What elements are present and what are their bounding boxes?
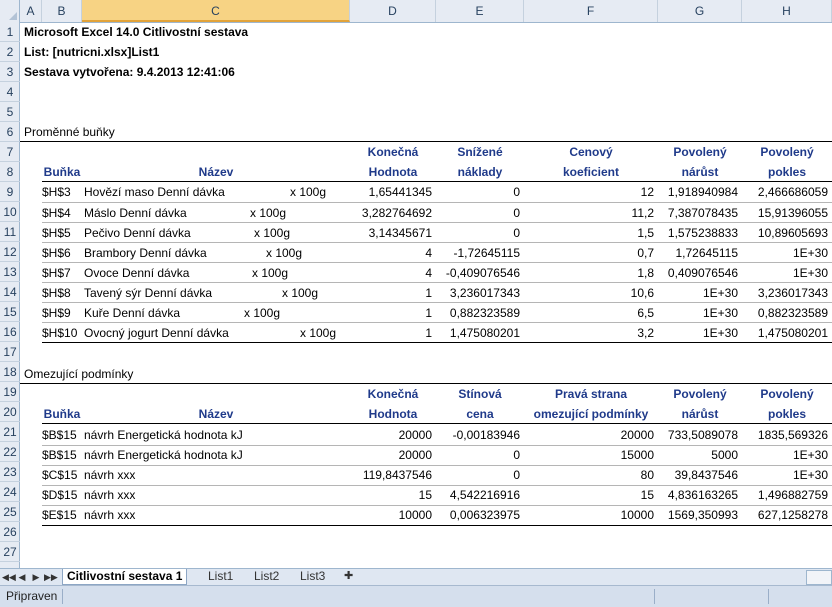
cell-value: 20000 [398, 428, 432, 442]
header-hodnota: Hodnota [368, 165, 418, 179]
header-povoleny-2: Povolený [760, 387, 814, 401]
cell-value: 3,282764692 [361, 206, 432, 220]
cell-increase: 1569,350993 [667, 508, 738, 522]
cell-name: Kuře Denní dávka [84, 306, 181, 320]
table-bottom-border [42, 342, 832, 343]
cell-decrease: 2,466686059 [757, 185, 828, 199]
cell-coefficient: 6,5 [637, 306, 654, 320]
row-header[interactable]: 21 [0, 422, 20, 442]
header-koeficient: koeficient [562, 165, 619, 179]
prev-sheet-icon[interactable]: ◀ [18, 572, 26, 582]
header-nazev: Název [198, 165, 234, 179]
cell-decrease: 1,496882759 [757, 488, 828, 502]
header-hodnota: Hodnota [368, 407, 418, 421]
header-konecna: Konečná [367, 387, 419, 401]
header-narust: nárůst [681, 407, 719, 421]
status-separator [62, 589, 63, 604]
cell-rhs: 15 [640, 488, 654, 502]
header-povoleny: Povolený [673, 145, 727, 159]
report-created: Sestava vytvořena: 9.4.2013 12:41:06 [24, 65, 235, 79]
cell-ref: $H$5 [42, 226, 71, 240]
cell-ref: $H$3 [42, 185, 71, 199]
cell-shadow-price: 0,006323975 [449, 508, 520, 522]
header-naklady: náklady [457, 165, 503, 179]
cell-ref: $E$15 [42, 508, 77, 522]
cell-reduced-cost: 0 [513, 206, 520, 220]
cell-reduced-cost: 0 [513, 185, 520, 199]
cell-value: 1 [425, 286, 432, 300]
cell-value: 4 [425, 246, 432, 260]
cell-decrease: 627,1258278 [757, 508, 828, 522]
cell-ref: $C$15 [42, 468, 78, 482]
cell-name: Máslo Denní dávka [84, 206, 187, 220]
cell-ref: $H$6 [42, 246, 71, 260]
cell-reduced-cost: -0,409076546 [445, 266, 520, 280]
cell-value: 10000 [398, 508, 432, 522]
cell-value: 1 [425, 326, 432, 340]
cell-shadow-price: 4,542216916 [449, 488, 520, 502]
cell-name: návrh xxx [84, 508, 136, 522]
column-header-h[interactable]: H [742, 0, 832, 22]
cell-name: Ovocný jogurt Denní dávka [84, 326, 229, 340]
cell-increase: 1,575238833 [667, 226, 738, 240]
cell-decrease: 1835,569326 [757, 428, 828, 442]
cell-increase: 1E+30 [702, 286, 738, 300]
cell-decrease: 1E+30 [792, 448, 828, 462]
status-bar [0, 585, 832, 607]
row-header[interactable]: 1 [0, 22, 20, 42]
row-header[interactable]: 18 [0, 362, 20, 382]
cell-name: Brambory Denní dávka [84, 246, 207, 260]
row-header[interactable]: 6 [0, 122, 20, 142]
cell-ref: $H$8 [42, 286, 71, 300]
cell-shadow-price: 0 [513, 448, 520, 462]
row-header[interactable]: 9 [0, 182, 20, 202]
cell-reduced-cost: 3,236017343 [449, 286, 520, 300]
cell-increase: 1E+30 [702, 306, 738, 320]
cell-name: Pečivo Denní dávka [84, 226, 191, 240]
section-constraints: Omezující podmínky [24, 367, 134, 381]
cell-reduced-cost: 0 [513, 226, 520, 240]
cell-unit: x 100g [300, 326, 337, 340]
cell-value: 119,8437546 [362, 468, 432, 482]
cell-rhs: 15000 [620, 448, 654, 462]
cell-coefficient: 11,2 [631, 206, 654, 220]
column-header-d[interactable]: D [350, 0, 436, 22]
cell-decrease: 15,91396055 [757, 206, 828, 220]
first-sheet-icon[interactable]: ◀◀ [2, 572, 16, 582]
row-header[interactable]: 12 [0, 242, 20, 262]
cell-value: 3,14345671 [368, 226, 432, 240]
row-header[interactable]: 16 [0, 322, 20, 342]
row-header[interactable]: 4 [0, 82, 20, 102]
cell-increase: 1,918940984 [667, 185, 738, 199]
cell-name: Hovězí maso Denní dávka [84, 185, 225, 199]
next-sheet-icon[interactable]: ▶ [32, 572, 40, 582]
worksheet-grid[interactable] [20, 22, 832, 568]
row-header[interactable]: 3 [0, 62, 20, 82]
cell-unit: x 100g [250, 206, 287, 220]
status-text: Připraven [6, 589, 58, 603]
cell-decrease: 1,475080201 [757, 326, 828, 340]
section-changing-cells: Proměnné buňky [24, 125, 115, 139]
row-header[interactable]: 5 [0, 102, 20, 122]
cell-increase: 733,5089078 [667, 428, 738, 442]
cell-ref: $H$9 [42, 306, 71, 320]
cell-increase: 1E+30 [702, 326, 738, 340]
row-header[interactable]: 11 [0, 222, 20, 242]
header-narust: nárůst [681, 165, 719, 179]
cell-coefficient: 10,6 [630, 286, 654, 300]
insert-sheet-icon[interactable]: ✚ [344, 570, 354, 582]
cell-increase: 39,8437546 [674, 468, 738, 482]
header-povoleny: Povolený [673, 387, 727, 401]
cell-reduced-cost: -1,72645115 [453, 246, 520, 260]
row-header[interactable]: 26 [0, 522, 20, 542]
row-header[interactable]: 20 [0, 402, 20, 422]
column-header-e[interactable]: E [436, 0, 524, 22]
cell-unit: x 100g [290, 185, 327, 199]
cell-ref: $H$4 [42, 206, 71, 220]
cell-increase: 0,409076546 [667, 266, 738, 280]
cell-value: 4 [425, 266, 432, 280]
row-header[interactable]: 10 [0, 202, 20, 222]
column-header-c[interactable]: C [82, 0, 350, 22]
header-povoleny-2: Povolený [760, 145, 814, 159]
tab-list1[interactable]: List1 [208, 569, 234, 583]
header-bunka: Buňka [43, 165, 81, 179]
row-header[interactable]: 13 [0, 262, 20, 282]
row-header[interactable]: 19 [0, 382, 20, 402]
cell-value: 1,65441345 [368, 185, 432, 199]
tab-citlivostni-sestava-1[interactable]: Citlivostní sestava 1 [62, 569, 187, 585]
cell-unit: x 100g [282, 286, 319, 300]
cell-value: 15 [418, 488, 432, 502]
table-bottom-border [42, 525, 832, 526]
cell-rhs: 10000 [620, 508, 654, 522]
header-konecna: Konečná [367, 145, 419, 159]
cell-ref: $B$15 [42, 448, 77, 462]
status-separator [654, 589, 655, 604]
header-stinova: Stínová [458, 387, 502, 401]
cell-decrease: 3,236017343 [757, 286, 828, 300]
cell-increase: 1,72645115 [675, 246, 738, 260]
cell-unit: x 100g [252, 266, 289, 280]
row-header[interactable]: 2 [0, 42, 20, 62]
cell-decrease: 0,882323589 [757, 306, 828, 320]
cell-shadow-price: -0,00183946 [452, 428, 520, 442]
cell-coefficient: 0,7 [637, 246, 654, 260]
cell-shadow-price: 0 [513, 468, 520, 482]
cell-ref: $H$7 [42, 266, 71, 280]
row-header[interactable]: 22 [0, 442, 20, 462]
header-omezujici: omezující podmínky [533, 407, 649, 421]
cell-rhs: 20000 [620, 428, 654, 442]
column-header-g[interactable]: G [658, 0, 742, 22]
column-header-b[interactable]: B [42, 0, 82, 22]
header-pokles: pokles [767, 165, 806, 179]
cell-ref: $D$15 [42, 488, 78, 502]
cell-unit: x 100g [254, 226, 291, 240]
tab-list3[interactable]: List3 [300, 569, 326, 583]
header-cena: cena [466, 407, 494, 421]
cell-decrease: 10,89605693 [757, 226, 828, 240]
last-sheet-icon[interactable]: ▶▶ [44, 572, 58, 582]
cell-increase: 5000 [711, 448, 738, 462]
row-header[interactable]: 7 [0, 142, 20, 162]
row-header[interactable]: 8 [0, 162, 20, 182]
header-prava-strana: Pravá strana [554, 387, 628, 401]
header-pokles: pokles [767, 407, 806, 421]
cell-value: 1 [425, 306, 432, 320]
cell-coefficient: 3,2 [637, 326, 654, 340]
cell-unit: x 100g [244, 306, 281, 320]
row-header[interactable]: 15 [0, 302, 20, 322]
column-header-a[interactable]: A [20, 0, 42, 22]
column-header-f[interactable]: F [524, 0, 658, 22]
cell-coefficient: 12 [640, 185, 654, 199]
cell-value: 20000 [398, 448, 432, 462]
cell-name: návrh xxx [84, 488, 136, 502]
cell-coefficient: 1,5 [637, 226, 654, 240]
row-header[interactable]: 27 [0, 542, 20, 562]
cell-name: Ovoce Denní dávka [84, 266, 190, 280]
cell-decrease: 1E+30 [792, 266, 828, 280]
report-sheet: List: [nutricni.xlsx]List1 [24, 45, 160, 59]
column-header-bar [0, 0, 832, 23]
row-header[interactable]: 23 [0, 462, 20, 482]
header-snizene: Snížené [457, 145, 503, 159]
cell-coefficient: 1,8 [637, 266, 654, 280]
header-nazev: Název [198, 407, 234, 421]
cell-rhs: 80 [640, 468, 654, 482]
cell-name: návrh Energetická hodnota kJ [84, 428, 243, 442]
cell-increase: 4,836163265 [667, 488, 738, 502]
report-title: Microsoft Excel 14.0 Citlivostní sestava [24, 25, 249, 39]
row-header[interactable]: 25 [0, 502, 20, 522]
cell-ref: $B$15 [42, 428, 77, 442]
cell-name: návrh xxx [84, 468, 136, 482]
tab-list2[interactable]: List2 [254, 569, 280, 583]
sheet-tab-bar [0, 568, 832, 585]
cell-reduced-cost: 0,882323589 [449, 306, 520, 320]
cell-unit: x 100g [266, 246, 303, 260]
cell-name: návrh Energetická hodnota kJ [84, 448, 243, 462]
cell-decrease: 1E+30 [792, 246, 828, 260]
row-header[interactable]: 17 [0, 342, 20, 362]
select-all-corner[interactable] [0, 0, 20, 22]
cell-name: Tavený sýr Denní dávka [84, 286, 213, 300]
header-cenovy: Cenový [569, 145, 613, 159]
cell-decrease: 1E+30 [792, 468, 828, 482]
row-header[interactable]: 14 [0, 282, 20, 302]
header-bunka: Buňka [43, 407, 81, 421]
cell-increase: 7,387078435 [667, 206, 738, 220]
row-header-column [0, 22, 20, 568]
row-header[interactable]: 24 [0, 482, 20, 502]
cell-reduced-cost: 1,475080201 [449, 326, 520, 340]
horizontal-scrollbar[interactable] [806, 570, 832, 585]
status-separator [768, 589, 769, 604]
header-underline [42, 423, 832, 424]
cell-ref: $H$10 [42, 326, 78, 340]
